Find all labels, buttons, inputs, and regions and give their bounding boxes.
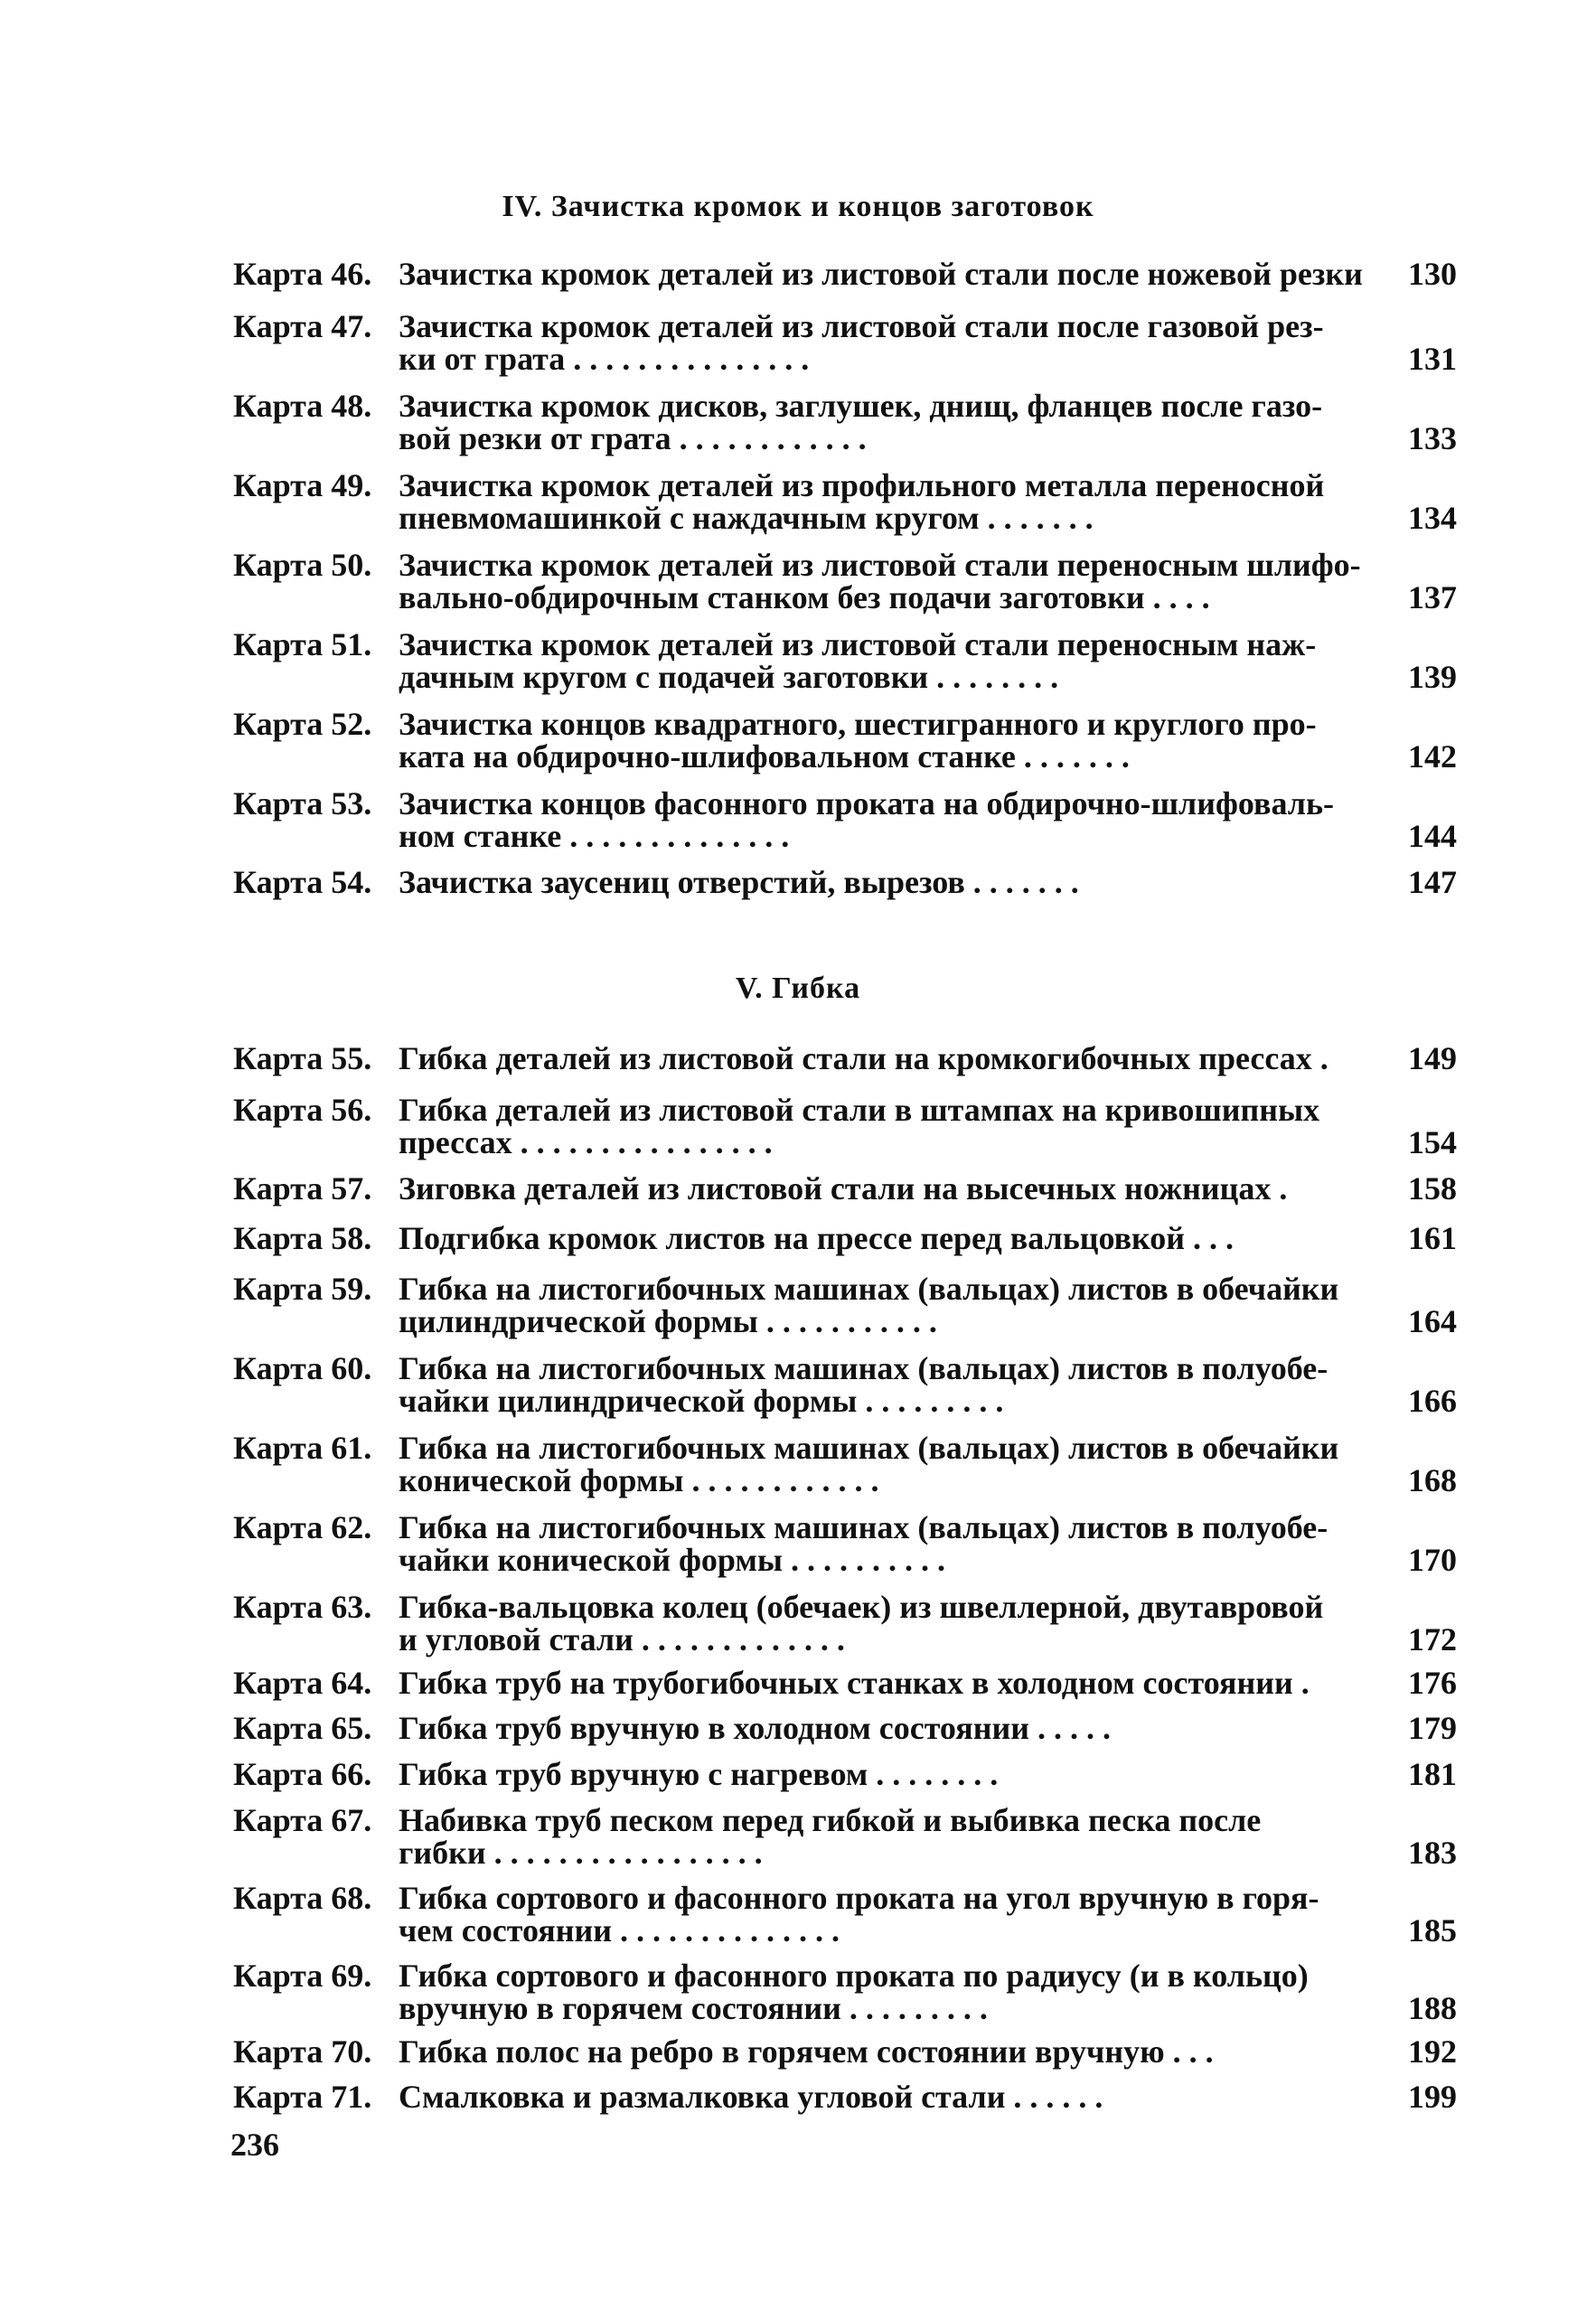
entry-label: Карта 56.: [233, 1092, 372, 1128]
section-title-iv: IV. Зачистка кромок и концов заготовок: [502, 190, 1094, 223]
entry-label: Карта 67.: [233, 1802, 372, 1838]
entry-label: Карта 54.: [233, 864, 372, 900]
entry-page: 166: [1408, 1383, 1457, 1419]
entry-page: 134: [1408, 500, 1457, 536]
entry-label: Карта 60.: [233, 1350, 372, 1386]
entry-title: Зиговка деталей из листовой стали на высечных ножницах .: [399, 1170, 1288, 1207]
entry-label: Карта 61.: [233, 1430, 372, 1466]
entry-title: Зачистка кромок дисков, заглушек, днищ, фланцев после газо- вой резки от грата . . . . . . . . . . . .: [399, 388, 1323, 456]
entry-title: Набивка труб песком перед гибкой и выбивка песка после гибки . . . . . . . . . . . . . . . . .: [399, 1802, 1262, 1871]
entry-title: Гибка на листогибочных машинах (вальцах) листов в обечайки цилиндрической формы . . . . . . . . . . .: [399, 1271, 1339, 1339]
entry-title: Гибка деталей из листовой стали в штампах на кривошипных прессах . . . . . . . . . . . . . . . .: [399, 1092, 1320, 1160]
page-number: 236: [230, 2127, 279, 2163]
entry-page: 130: [1408, 256, 1457, 292]
entry-page: 149: [1408, 1040, 1457, 1076]
entry-page: 179: [1408, 1710, 1457, 1746]
entry-title: Зачистка кромок деталей из профильного металла переносной пневмомашинкой с наждачным кругом . . . . . . .: [399, 467, 1325, 536]
entry-label: Карта 69.: [233, 1958, 372, 1994]
entry-title: Зачистка концов квадратного, шестигранного и круглого про- ката на обдирочно-шлифовальном станке . . . . . . .: [399, 706, 1317, 775]
entry-title: Зачистка кромок деталей из листовой стали переносным шлифо- вально-обдирочным станком без подачи заготовки . . . .: [399, 547, 1361, 615]
entry-label: Карта 55.: [233, 1040, 372, 1076]
entry-label: Карта 48.: [233, 388, 372, 424]
entry-label: Карта 66.: [233, 1756, 372, 1792]
entry-label: Карта 63.: [233, 1589, 372, 1625]
entry-label: Карта 70.: [233, 2033, 372, 2070]
entry-title: Гибка на листогибочных машинах (вальцах) листов в обечайки конической формы . . . . . . . . . . . .: [399, 1430, 1339, 1498]
entry-page: 170: [1408, 1542, 1457, 1578]
entry-page: 164: [1408, 1303, 1457, 1339]
entry-label: Карта 62.: [233, 1509, 372, 1545]
entry-label: Карта 47.: [233, 308, 372, 344]
entry-title: Гибка деталей из листовой стали на кромкогибочных прессах .: [399, 1040, 1328, 1076]
entry-label: Карта 53.: [233, 785, 372, 822]
entry-page: 176: [1408, 1665, 1457, 1701]
entry-title: Подгибка кромок листов на прессе перед вальцовкой . . .: [399, 1220, 1235, 1256]
entry-page: 172: [1408, 1621, 1457, 1657]
entry-label: Карта 68.: [233, 1880, 372, 1916]
entry-title: Гибка на листогибочных машинах (вальцах) листов в полуобе- чайки цилиндрической формы . . . . . . . . .: [399, 1350, 1328, 1419]
entry-label: Карта 57.: [233, 1170, 372, 1207]
entry-label: Карта 46.: [233, 256, 372, 292]
entry-title: Зачистка кромок деталей из листовой стали после газовой рез- ки от грата . . . . . . . . . . . . . . .: [399, 308, 1324, 377]
entry-page: 158: [1408, 1170, 1457, 1207]
entry-label: Карта 59.: [233, 1271, 372, 1307]
entry-page: 131: [1408, 341, 1457, 377]
entry-title: Гибка сортового и фасонного проката на угол вручную в горя- чем состоянии . . . . . . . . . . . . . .: [399, 1880, 1319, 1948]
entry-page: 137: [1408, 579, 1457, 615]
entry-title: Гибка труб вручную в холодном состоянии . . . . .: [399, 1710, 1111, 1746]
entry-title: Зачистка кромок деталей из листовой стали после ножевой резки: [399, 256, 1363, 292]
entry-page: 168: [1408, 1462, 1457, 1498]
entry-title: Смалковка и размалковка угловой стали . . . . . .: [399, 2079, 1103, 2115]
entry-label: Карта 65.: [233, 1710, 372, 1746]
entry-page: 142: [1408, 738, 1457, 775]
entry-page: 147: [1408, 864, 1457, 900]
entry-label: Карта 64.: [233, 1665, 372, 1701]
entry-title: Зачистка заусениц отверстий, вырезов . . . . . . .: [399, 864, 1079, 900]
entry-title: Гибка сортового и фасонного проката по радиусу (и в кольцо) вручную в горячем состоянии . . . . . . . . .: [399, 1958, 1309, 2026]
entry-title: Зачистка концов фасонного проката на обдирочно-шлифоваль- ном станке . . . . . . . . . . . . . .: [399, 785, 1334, 854]
entry-label: Карта 51.: [233, 626, 372, 662]
entry-title: Зачистка кромок деталей из листовой стали переносным наж- дачным кругом с подачей заготовки . . . . . . . .: [399, 626, 1317, 695]
entry-title: Гибка труб вручную с нагревом . . . . . . . .: [399, 1756, 999, 1792]
section-title-v: V. Гибка: [735, 972, 861, 1005]
entry-label: Карта 52.: [233, 706, 372, 742]
entry-title: Гибка на листогибочных машинах (вальцах) листов в полуобе- чайки конической формы . . . . . . . . . .: [399, 1509, 1328, 1578]
entry-label: Карта 58.: [233, 1220, 372, 1256]
entry-page: 192: [1408, 2033, 1457, 2070]
entry-label: Карта 71.: [233, 2079, 372, 2115]
entry-page: 144: [1408, 818, 1457, 854]
entry-page: 154: [1408, 1124, 1457, 1160]
entry-page: 181: [1408, 1756, 1457, 1792]
entry-title: Гибка труб на трубогибочных станках в холодном состоянии .: [399, 1665, 1310, 1701]
entry-page: 188: [1408, 1990, 1457, 2026]
entry-page: 183: [1408, 1835, 1457, 1871]
entry-label: Карта 50.: [233, 547, 372, 583]
entry-page: 133: [1408, 420, 1457, 456]
entry-label: Карта 49.: [233, 467, 372, 503]
entry-title: Гибка-вальцовка колец (обечаек) из швеллерной, двутавровой и угловой стали . . . . . . . . . . . . .: [399, 1589, 1324, 1657]
entry-page: 161: [1408, 1220, 1457, 1256]
entry-page: 139: [1408, 659, 1457, 695]
entry-page: 185: [1408, 1912, 1457, 1948]
entry-page: 199: [1408, 2079, 1457, 2115]
entry-title: Гибка полос на ребро в горячем состоянии вручную . . .: [399, 2033, 1214, 2070]
